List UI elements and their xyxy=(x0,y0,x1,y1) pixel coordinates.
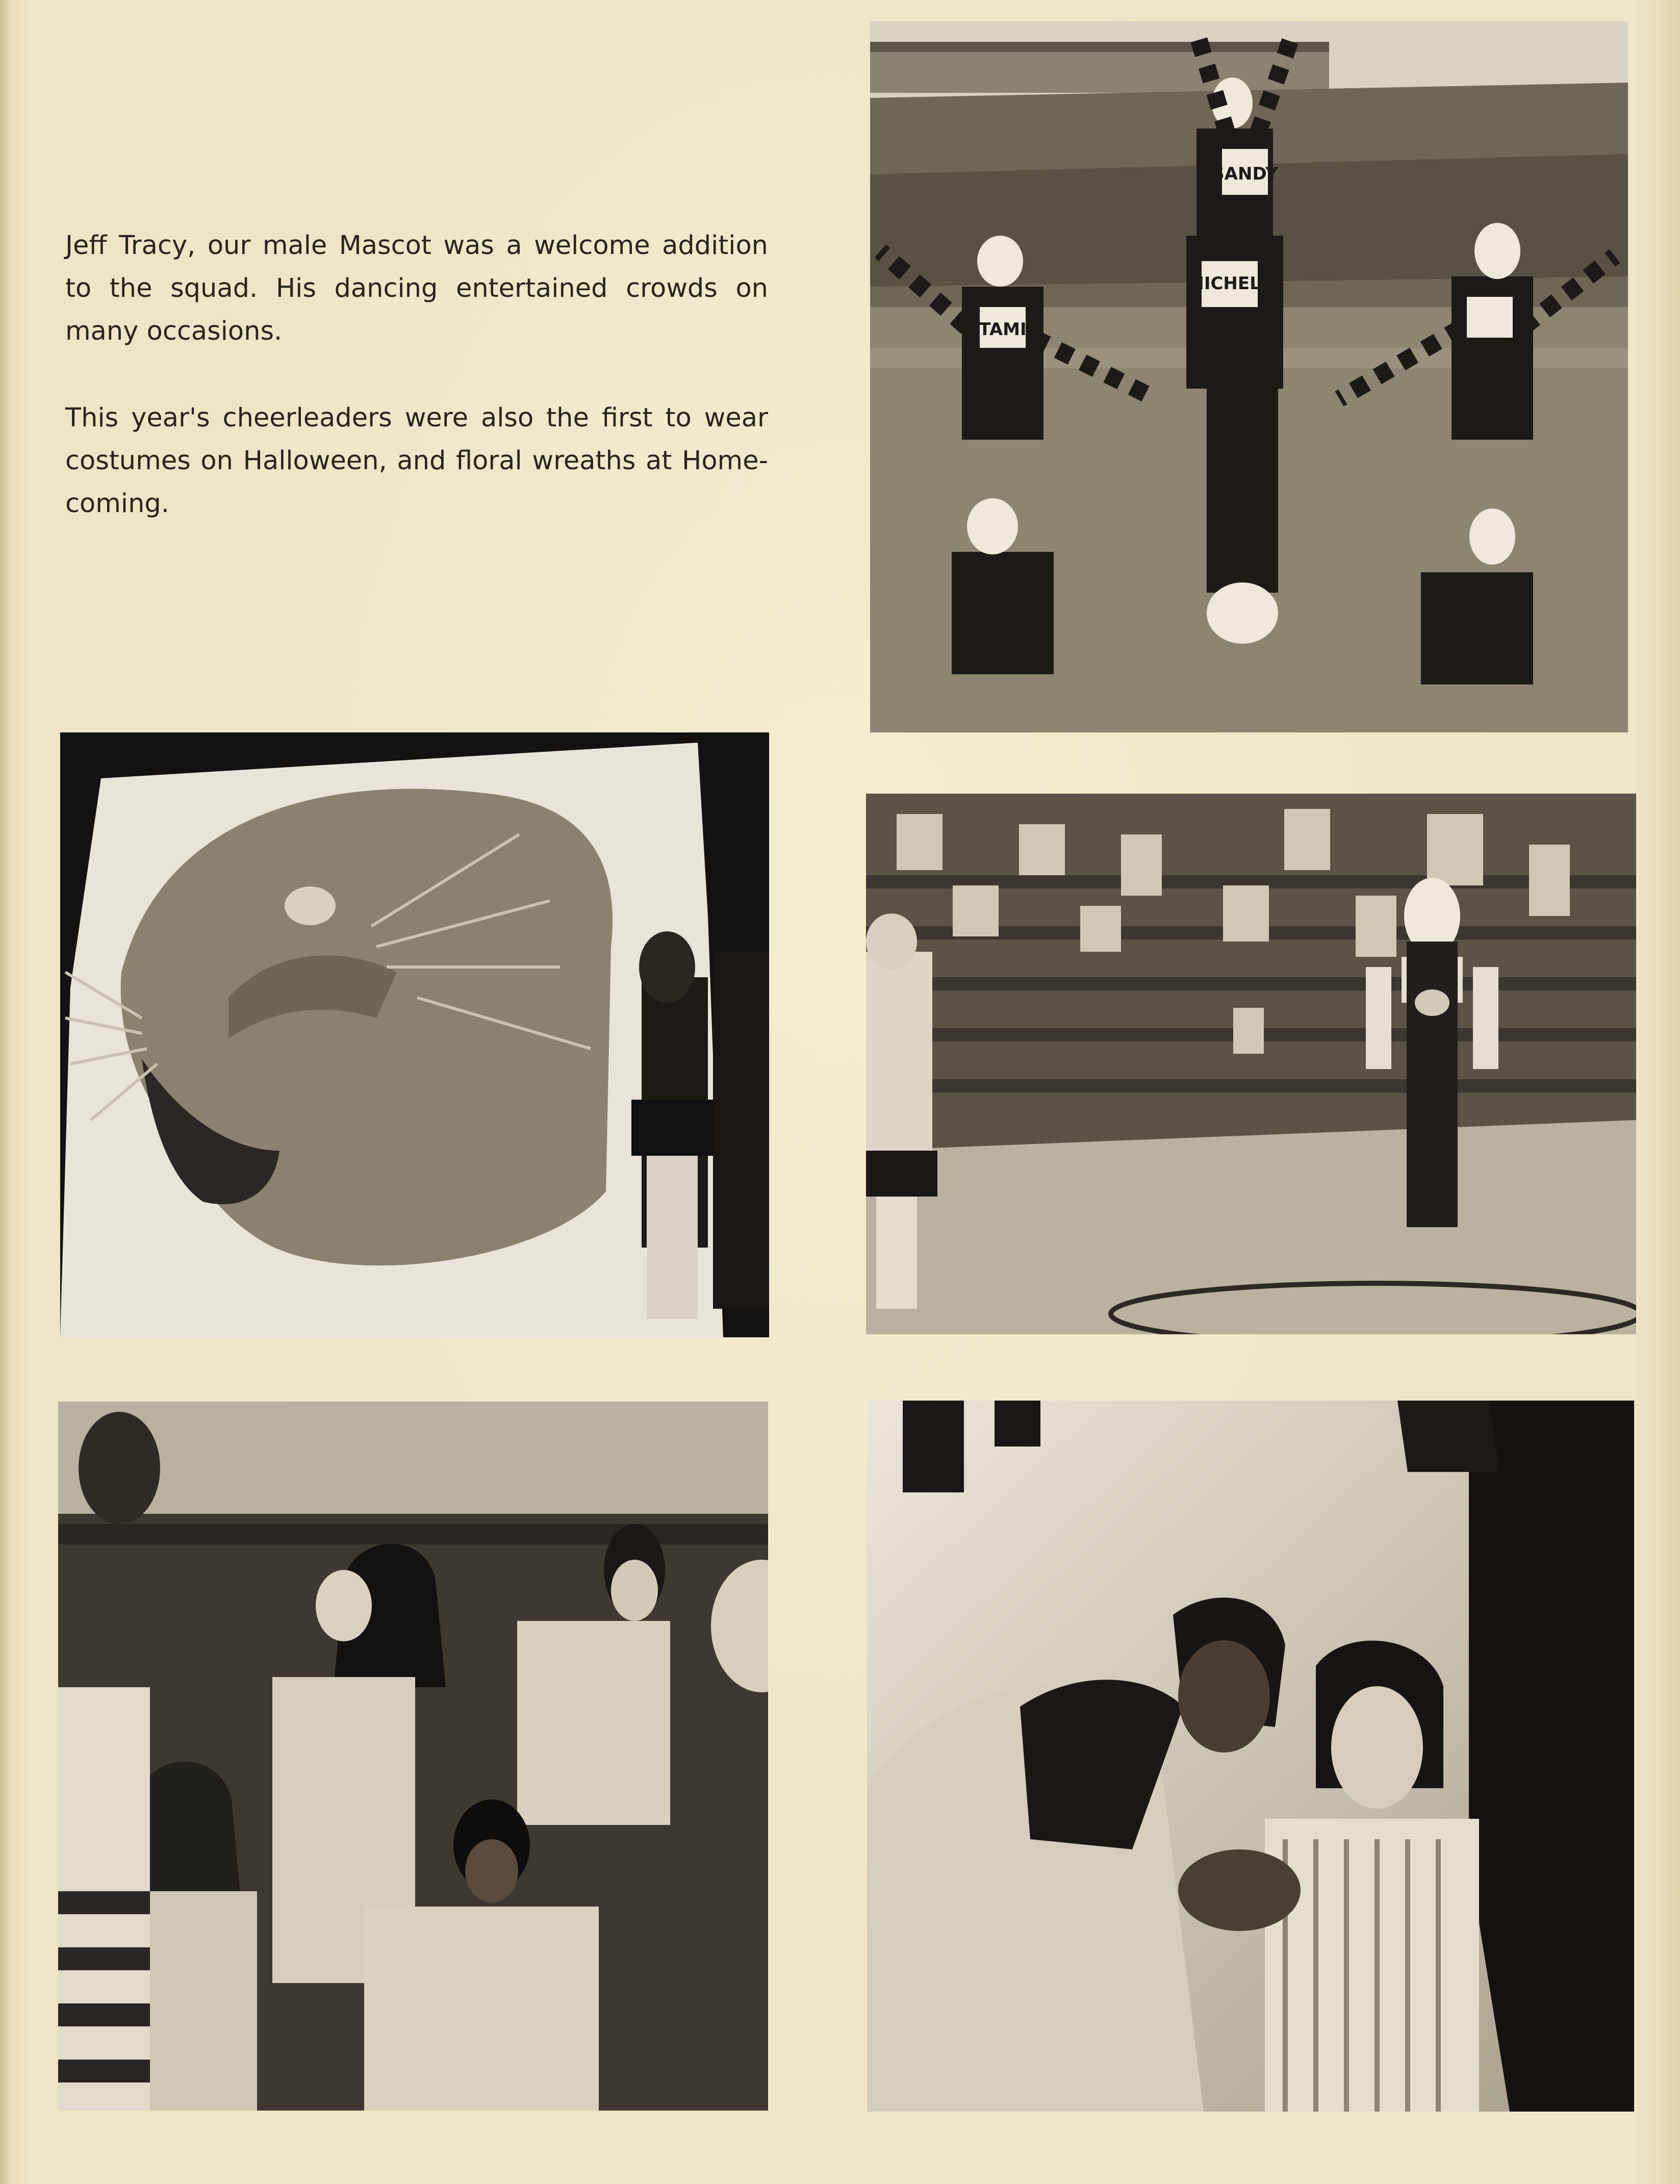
sweater-name-michele: MICHELE xyxy=(1186,273,1273,294)
photo-cheerleader-pyramid xyxy=(870,21,1628,732)
caption-paragraph-costumes: This year's cheerleaders were also the first to wear costumes on Halloween, and floral wreaths at Home-coming. xyxy=(65,403,768,519)
courtside-couple-image xyxy=(867,1401,1634,2112)
students-stands-image xyxy=(58,1402,768,2111)
sweater-name-sandy: SANDY xyxy=(1212,164,1278,184)
photo-courtside-couple xyxy=(867,1401,1634,2112)
page-binding-edge xyxy=(0,0,11,2184)
photo-panther-banner xyxy=(60,732,769,1337)
cheerleader-pyramid-image xyxy=(870,21,1628,732)
panther-banner-image xyxy=(60,732,769,1337)
caption-paragraph-mascot: Jeff Tracy, our male Mascot was a welcome addition to the squad. His dancing entertained crowds on many occasions. xyxy=(65,231,768,346)
gym-mascot-image xyxy=(866,794,1636,1334)
photo-students-stands xyxy=(58,1402,768,2111)
sweater-name-tami: TAMI xyxy=(979,319,1027,340)
caption-text-block xyxy=(65,224,768,525)
photo-gym-mascot xyxy=(866,794,1636,1334)
